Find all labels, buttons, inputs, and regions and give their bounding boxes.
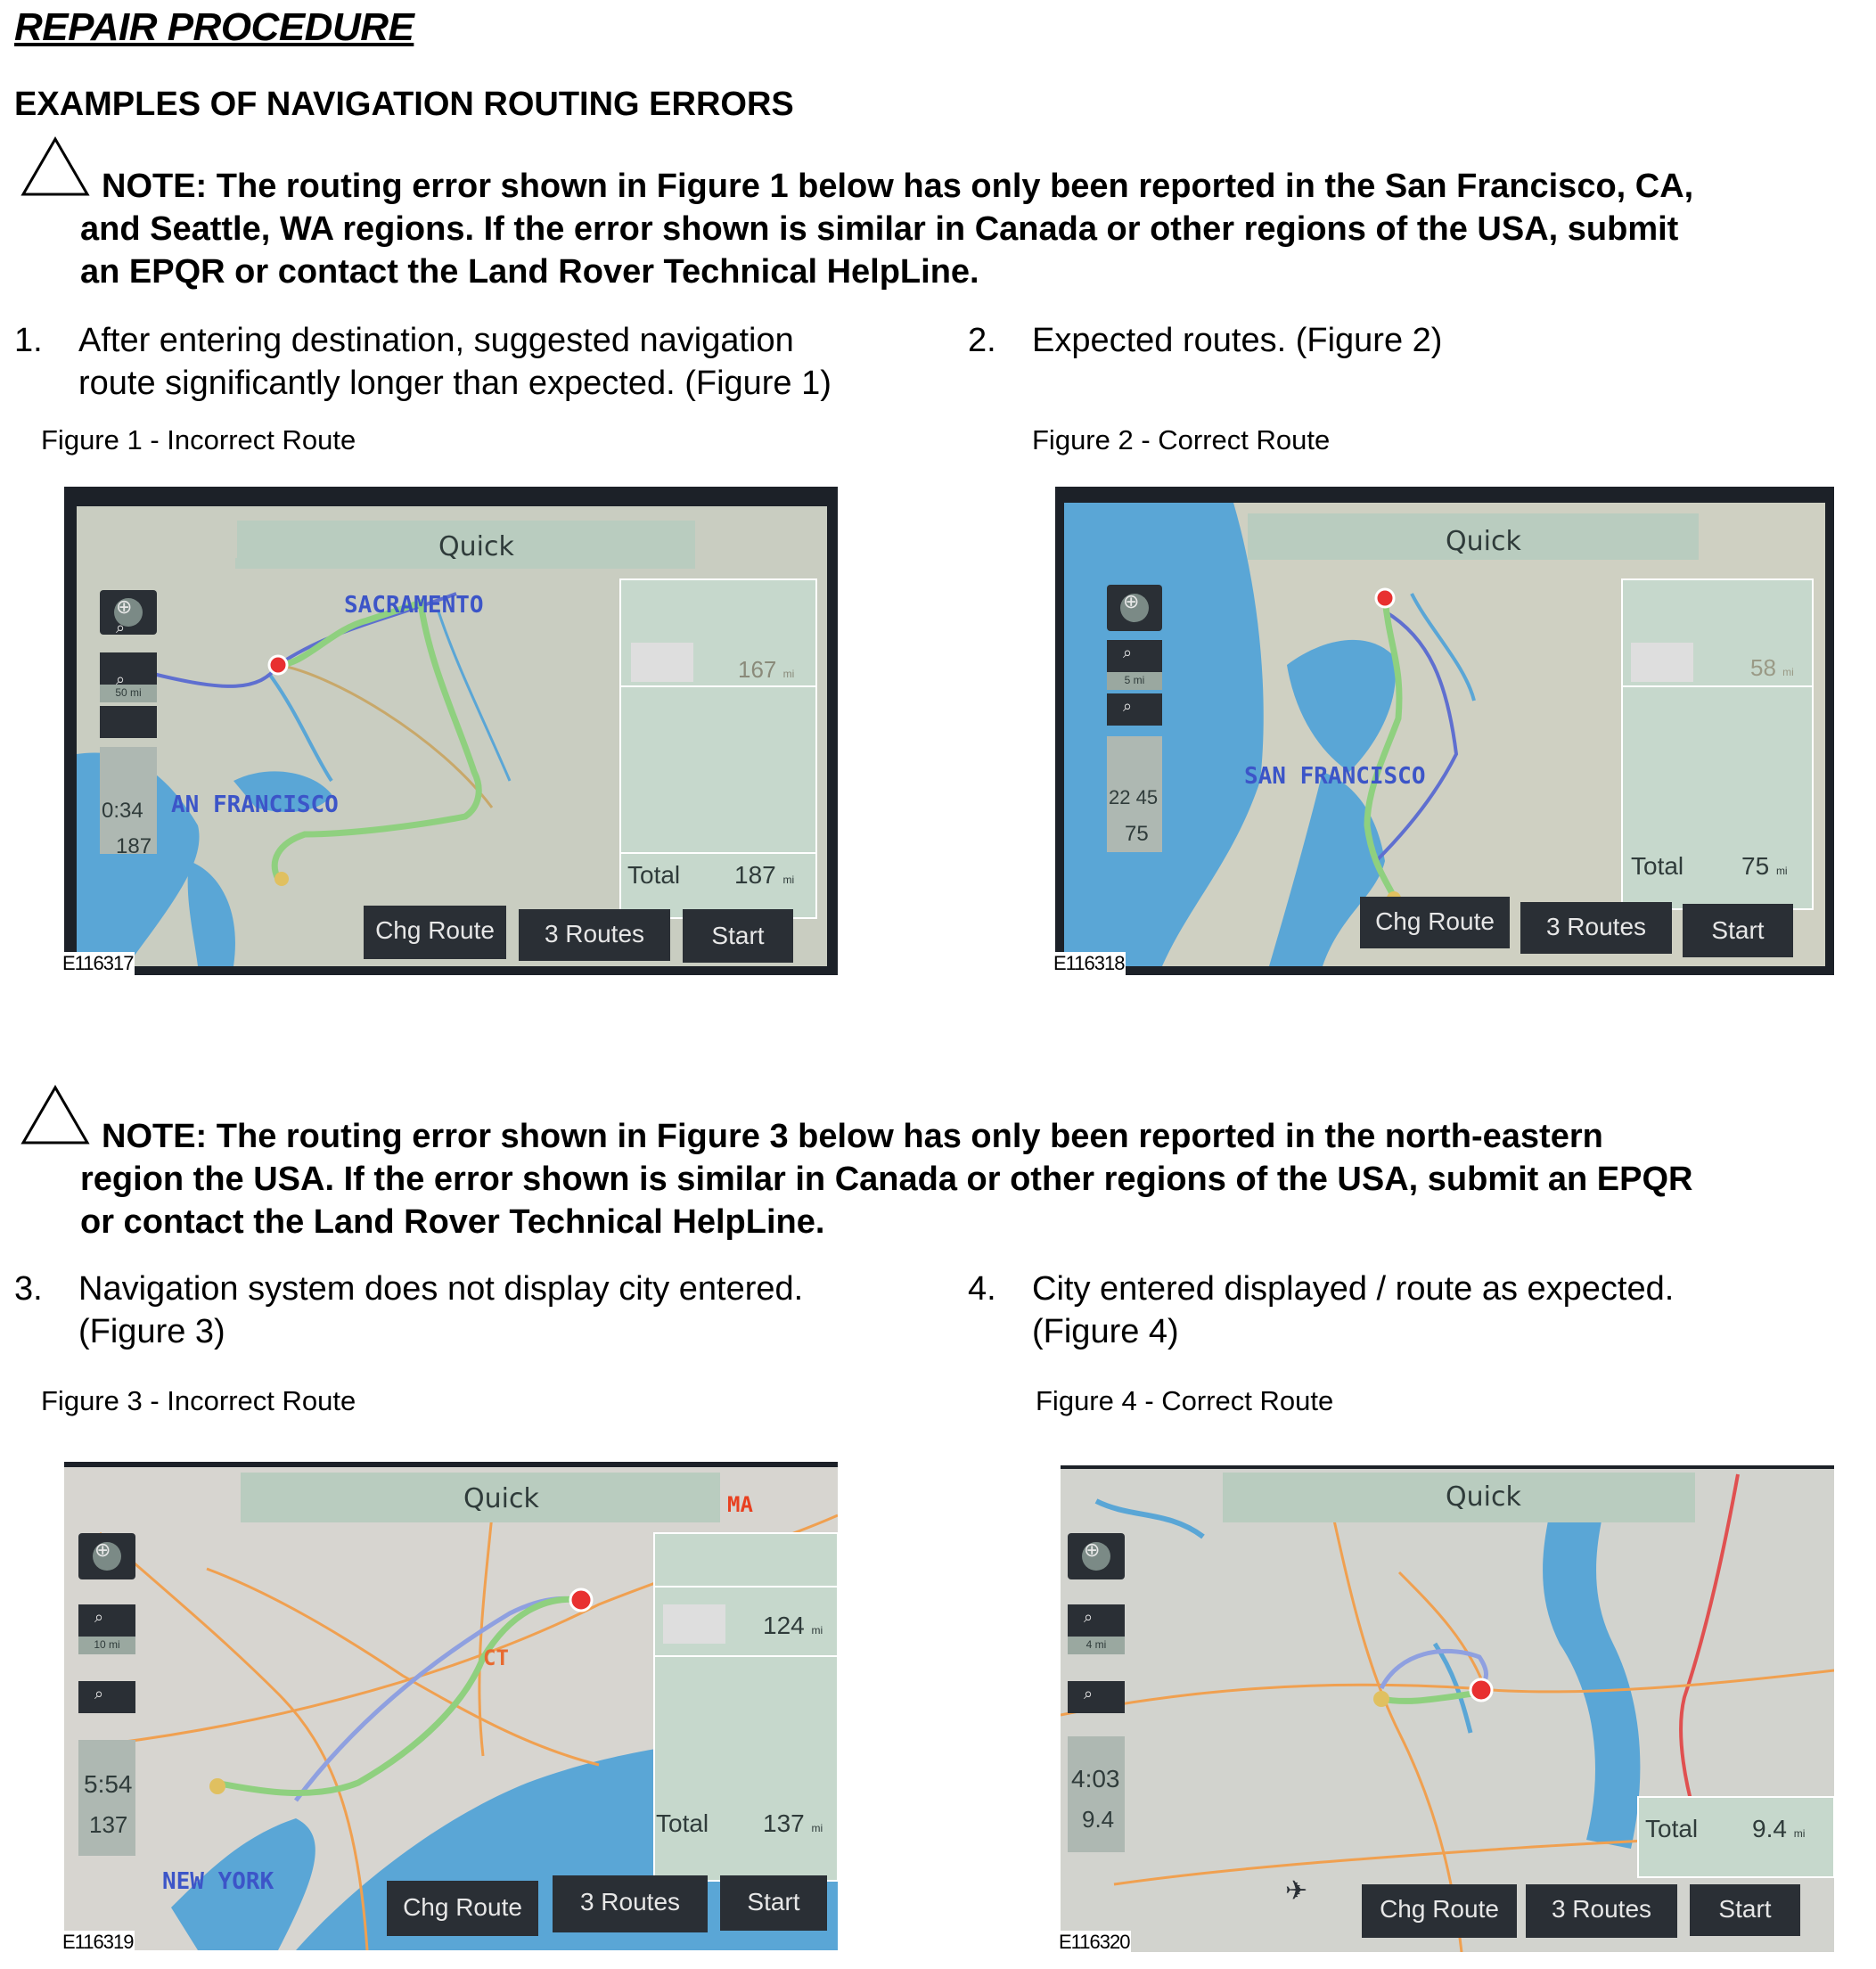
eta-time: 0:34 — [102, 799, 143, 823]
figure-code: E116319 — [62, 1931, 134, 1953]
route-mode-label: Quick — [438, 531, 514, 562]
zoom-in-icon[interactable]: ⌕ — [116, 619, 126, 636]
three-routes-button[interactable]: 3 Routes — [1551, 1895, 1652, 1923]
step-text: Expected routes. (Figure 2) — [1032, 322, 1443, 359]
figure-code: E116318 — [1053, 952, 1125, 974]
compass-icon[interactable]: ⊕ — [1123, 590, 1140, 612]
map-region-label: MA — [727, 1492, 753, 1517]
total-label: Total — [1631, 852, 1684, 880]
step-text: (Figure 4) — [1032, 1313, 1179, 1350]
page-title: REPAIR PROCEDURE — [14, 5, 414, 49]
note-line: and Seattle, WA regions. If the error shown is similar in Canada or other regions of the USA, submit — [80, 210, 1679, 248]
step-number: 2. — [968, 322, 996, 359]
remaining-distance: 187 — [116, 834, 152, 858]
map-scale: 5 mi — [1124, 674, 1145, 686]
figure-3-screenshot — [64, 1462, 838, 1950]
caution-triangle-icon — [20, 135, 91, 198]
step-text: (Figure 3) — [78, 1313, 225, 1350]
note-block-2 — [14, 1084, 1868, 1253]
compass-icon[interactable]: ⊕ — [116, 595, 133, 618]
section-heading: EXAMPLES OF NAVIGATION ROUTING ERRORS — [14, 86, 794, 123]
zoom-out-icon[interactable]: ⌕ — [1084, 1685, 1094, 1702]
figure-4-screenshot — [1061, 1465, 1834, 1952]
map-scale: 4 mi — [1085, 1638, 1107, 1651]
total-distance: 187 mi — [734, 861, 795, 889]
eta-time: 4:03 — [1071, 1765, 1120, 1793]
total-label: Total — [656, 1809, 709, 1837]
change-route-button[interactable]: Chg Route — [1375, 907, 1495, 935]
figure-code: E116317 — [62, 952, 134, 974]
remaining-distance: 137 — [89, 1811, 128, 1838]
caution-triangle-icon — [20, 1084, 91, 1146]
note-line: an EPQR or contact the Land Rover Technical HelpLine. — [80, 253, 979, 291]
step-number: 3. — [14, 1270, 43, 1308]
eta-time: 5:54 — [84, 1770, 133, 1798]
step-text: City entered displayed / route as expected. — [1032, 1270, 1675, 1308]
zoom-out-icon[interactable]: ⌕ — [1123, 697, 1133, 715]
step-text: route significantly longer than expected. (Figure 1) — [78, 365, 832, 402]
note-block-1 — [14, 135, 1868, 305]
map-scale: 10 mi — [94, 1638, 120, 1651]
zoom-in-icon[interactable]: ⌕ — [1084, 1608, 1094, 1626]
change-route-button[interactable]: Chg Route — [403, 1893, 522, 1921]
zoom-out-icon[interactable]: ⌕ — [116, 670, 126, 688]
total-distance: 75 mi — [1741, 852, 1788, 880]
three-routes-button[interactable]: 3 Routes — [579, 1888, 681, 1916]
map-region-label: CT — [483, 1645, 509, 1670]
note-line: region the USA. If the error shown is similar in Canada or other regions of the USA, submit an EPQR — [80, 1161, 1693, 1198]
airport-icon: ✈ — [1285, 1876, 1308, 1906]
three-routes-button[interactable]: 3 Routes — [544, 920, 645, 948]
route-mode-label: Quick — [1446, 1481, 1521, 1513]
figure-2-screenshot — [1055, 487, 1834, 975]
total-label: Total — [1645, 1815, 1699, 1842]
map-city-label: NEW YORK — [162, 1868, 274, 1895]
route-distance: 124 mi — [763, 1612, 823, 1639]
step-text: Navigation system does not display city entered. — [78, 1270, 804, 1308]
figure-caption: Figure 4 - Correct Route — [1036, 1385, 1334, 1416]
note-line: NOTE: The routing error shown in Figure 3 below has only been reported in the north-eastern — [102, 1118, 1603, 1155]
zoom-in-icon[interactable]: ⌕ — [94, 1608, 104, 1626]
note-line: NOTE: The routing error shown in Figure 1 below has only been reported in the San Francisco, CA, — [102, 168, 1694, 205]
figure-caption: Figure 3 - Incorrect Route — [41, 1385, 356, 1416]
start-button[interactable]: Start — [1711, 916, 1765, 944]
route-distance: 167 mi — [738, 656, 795, 683]
route-mode-label: Quick — [1446, 526, 1521, 557]
total-distance: 137 mi — [763, 1809, 823, 1837]
map-city-label: AN FRANCISCO — [171, 792, 339, 818]
remaining-distance: 75 — [1125, 822, 1149, 846]
figure-code: E116320 — [1059, 1931, 1130, 1953]
remaining-distance: 9.4 — [1082, 1806, 1115, 1833]
step-number: 4. — [968, 1270, 996, 1308]
compass-icon[interactable]: ⊕ — [94, 1538, 111, 1561]
start-button[interactable]: Start — [747, 1888, 800, 1916]
note-line: or contact the Land Rover Technical HelpLine. — [80, 1203, 825, 1241]
change-route-button[interactable]: Chg Route — [375, 916, 495, 944]
start-button[interactable]: Start — [1718, 1895, 1772, 1923]
map-city-label: SACRAMENTO — [344, 592, 484, 619]
zoom-out-icon[interactable]: ⌕ — [94, 1685, 104, 1702]
figure-caption: Figure 2 - Correct Route — [1032, 424, 1331, 455]
map-scale: 50 mi — [115, 686, 142, 699]
compass-icon[interactable]: ⊕ — [1084, 1538, 1101, 1561]
total-label: Total — [627, 861, 681, 889]
route-distance: 58 mi — [1750, 654, 1794, 681]
start-button[interactable]: Start — [711, 922, 765, 949]
change-route-button[interactable]: Chg Route — [1380, 1895, 1499, 1923]
route-mode-label: Quick — [463, 1483, 539, 1514]
total-distance: 9.4 mi — [1752, 1815, 1806, 1842]
zoom-in-icon[interactable]: ⌕ — [1123, 644, 1133, 661]
three-routes-button[interactable]: 3 Routes — [1545, 913, 1647, 940]
step-text: After entering destination, suggested navigation — [78, 322, 794, 359]
figure-caption: Figure 1 - Incorrect Route — [41, 424, 356, 455]
step-number: 1. — [14, 322, 43, 359]
eta-time: 22 45 — [1109, 786, 1159, 808]
map-city-label: SAN FRANCISCO — [1244, 763, 1426, 790]
figure-1-screenshot — [64, 487, 838, 975]
